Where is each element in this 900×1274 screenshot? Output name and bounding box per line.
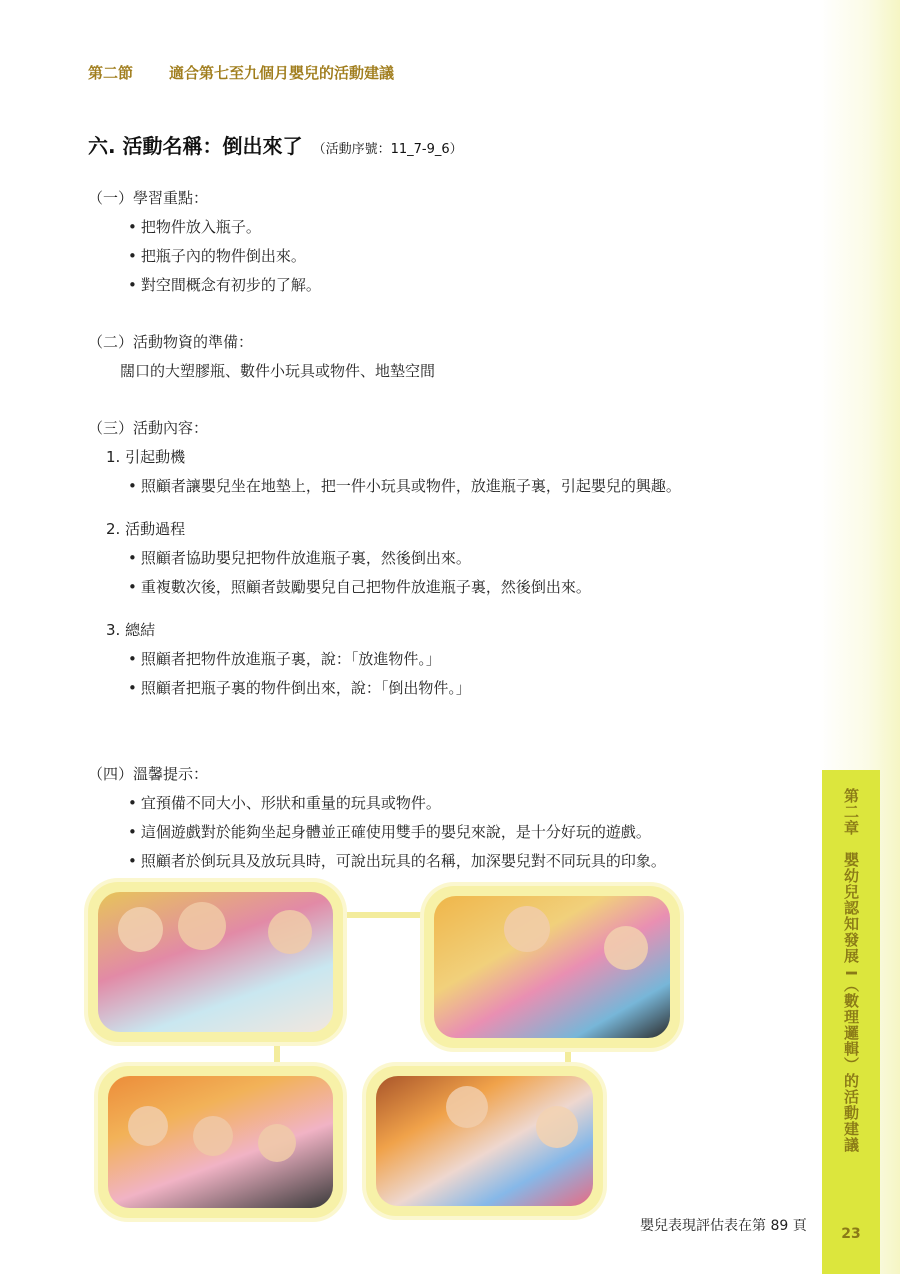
materials-heading: （二）活動物資的準備：	[88, 333, 254, 351]
content-heading: （三）活動內容：	[88, 419, 209, 437]
materials-section	[88, 328, 435, 386]
list-item: • 把物件放入瓶子。	[88, 213, 321, 242]
tips-heading: （四）溫馨提示：	[88, 765, 209, 783]
learning-heading: （一）學習重點：	[88, 189, 209, 207]
photo	[98, 892, 333, 1032]
content-section	[88, 414, 681, 703]
page-number: 23	[841, 1226, 861, 1242]
connector-line	[565, 1048, 571, 1068]
photo	[376, 1076, 593, 1206]
photo-frame	[366, 1066, 603, 1216]
connector-line	[274, 1042, 280, 1066]
section-number: 第二節	[88, 64, 134, 82]
photo	[434, 896, 670, 1038]
chapter-sidebar	[822, 770, 880, 1274]
list-item: • 重複數次後，照顧者鼓勵嬰兒自己把物件放進瓶子裏，然後倒出來。	[88, 573, 681, 602]
section-title: 適合第七至九個月嬰兒的活動建議	[169, 64, 395, 82]
list-item: • 照顧者把物件放進瓶子裏，說：「放進物件。」	[88, 645, 681, 674]
tips-section	[88, 760, 666, 876]
assessment-page-note: 嬰兒表現評估表在第 89 頁	[640, 1218, 807, 1234]
photo	[108, 1076, 333, 1208]
list-item: • 對空間概念有初步的了解。	[88, 271, 321, 300]
connector-line	[345, 912, 425, 918]
step-title: 1. 引起動機	[106, 448, 186, 466]
list-item: • 這個遊戲對於能夠坐起身體並正確使用雙手的嬰兒來說，是十分好玩的遊戲。	[88, 818, 666, 847]
step-title: 3. 總結	[106, 621, 156, 639]
list-item: • 把瓶子內的物件倒出來。	[88, 242, 321, 271]
list-item: • 照顧者把瓶子裏的物件倒出來，說：「倒出物件。」	[88, 674, 681, 703]
activity-serial: （活動序號：11_7-9_6）	[312, 142, 463, 157]
list-item: • 照顧者協助嬰兒把物件放進瓶子裏，然後倒出來。	[88, 544, 681, 573]
activity-name: 六. 活動名稱：倒出來了	[88, 134, 303, 158]
list-item: • 照顧者於倒玩具及放玩具時，可說出玩具的名稱，加深嬰兒對不同玩具的印象。	[88, 847, 666, 876]
photo-frame	[98, 1066, 343, 1218]
photo-frame	[88, 882, 343, 1042]
list-item: • 宜預備不同大小、形狀和重量的玩具或物件。	[88, 789, 666, 818]
step-title: 2. 活動過程	[106, 520, 186, 538]
list-item: • 照顧者讓嬰兒坐在地墊上，把一件小玩具或物件，放進瓶子裏，引起嬰兒的興趣。	[88, 472, 681, 501]
photo-frame	[424, 886, 680, 1048]
materials-text: 闊口的大塑膠瓶、數件小玩具或物件、地墊空間	[120, 362, 436, 380]
chapter-title: 第二章 嬰幼兒認知發展 I（數理邏輯）的活動建議	[842, 788, 860, 1153]
learning-section	[88, 184, 321, 300]
section-header	[88, 62, 394, 83]
activity-title	[88, 130, 463, 159]
